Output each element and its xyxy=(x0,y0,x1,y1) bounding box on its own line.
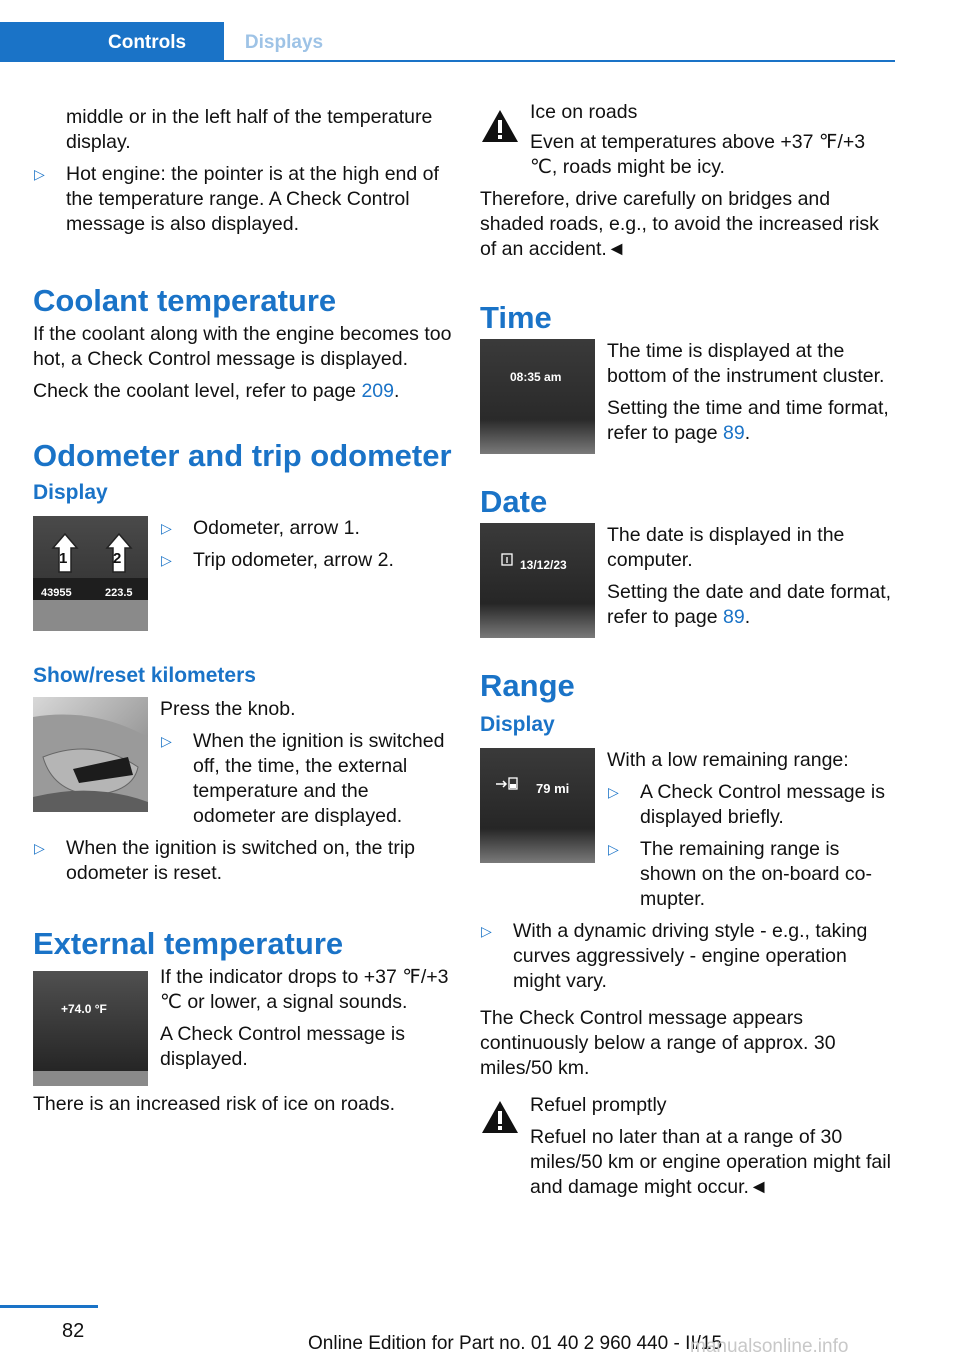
footer-rule xyxy=(0,1305,98,1308)
bullet-triangle-icon: ▷ xyxy=(161,520,172,536)
refuel-warning xyxy=(480,1093,896,1118)
external-temp-text-3: There is an increased risk of ice on roads. xyxy=(33,1093,396,1115)
odometer-block xyxy=(33,516,453,637)
list-item xyxy=(607,780,896,830)
range-bullet-1: A Check Control message is displayed briefly. xyxy=(640,781,885,828)
coolant-heading: Coolant temperature xyxy=(33,283,337,318)
external-temp-heading: External temperature xyxy=(33,926,344,961)
edition-text: Online Edition for Part no. 01 40 2 960 440 - II/15 xyxy=(308,1333,723,1354)
hot-engine-text: Hot engine: the pointer is at the high end of the temperature range. A Check Control message is also displayed. xyxy=(66,163,439,235)
external-temp-block xyxy=(33,965,453,1072)
bullet-triangle-icon: ▷ xyxy=(34,840,45,856)
range-block xyxy=(480,748,896,919)
odometer-arrow-label-1: 1 xyxy=(59,550,68,567)
coolant-text: If the coolant along with the engine becomes too hot, a Check Control message is displayed. xyxy=(33,323,452,370)
refuel-warning-title: Refuel promptly xyxy=(530,1094,667,1116)
time-ref-text: Setting the time and time format, refer to page xyxy=(607,397,889,444)
bullet-triangle-icon: ▷ xyxy=(34,166,45,182)
reset-bullet-2: When the ignition is switched on, the trip odometer is reset. xyxy=(66,837,416,884)
external-temp-text-2: A Check Control message is displayed. xyxy=(160,1023,405,1070)
list-item xyxy=(480,919,896,994)
range-text-2: The Check Control message appears continuously below a range of approx. 30 miles/50 km. xyxy=(480,1007,836,1079)
external-temp-figure xyxy=(33,971,148,1086)
range-display-subheading: Display xyxy=(480,713,555,736)
right-column xyxy=(480,100,896,1207)
left-column xyxy=(33,100,453,1124)
tab-controls[interactable]: Controls xyxy=(0,22,224,62)
external-temp-value: +74.0 °F xyxy=(61,1002,107,1016)
odometer-display-subheading: Display xyxy=(33,481,108,504)
coolant-ref-text: Check the coolant level, refer to page xyxy=(33,380,362,402)
time-heading: Time xyxy=(480,300,552,335)
list-item xyxy=(33,162,453,237)
tab-displays[interactable]: Displays xyxy=(244,32,324,53)
bullet-triangle-icon: ▷ xyxy=(608,841,619,857)
bullet-triangle-icon: ▷ xyxy=(161,552,172,568)
bullet-triangle-icon: ▷ xyxy=(161,733,172,749)
reset-text: Press the knob. xyxy=(160,698,296,720)
page-link-89[interactable]: 89 xyxy=(723,422,745,444)
time-block xyxy=(480,339,896,460)
time-figure xyxy=(480,339,595,454)
ice-warning-text-1 xyxy=(480,130,896,180)
date-block xyxy=(480,523,896,644)
coolant-ref-end: . xyxy=(394,380,400,402)
reset-block xyxy=(33,697,453,836)
range-heading: Range xyxy=(480,668,575,703)
list-item xyxy=(607,837,896,912)
date-figure xyxy=(480,523,595,638)
range-value: 79 mi xyxy=(536,781,570,796)
time-ref-end: . xyxy=(744,422,751,444)
page-number: 82 xyxy=(62,1320,85,1342)
date-value: 13/12/23 xyxy=(520,558,567,572)
date-ref-end: . xyxy=(744,606,751,628)
knob-figure xyxy=(33,697,148,812)
trip-odometer-value: 223.5 xyxy=(105,587,133,599)
list-item xyxy=(160,548,453,573)
refuel-warning-text: Refuel no later than at a range of 30 miles/50 km or engine operation might fail and damage might occur.◄ xyxy=(530,1126,891,1198)
bullet-triangle-icon: ▷ xyxy=(481,923,492,939)
list-item xyxy=(160,729,453,829)
intro-continuation: middle or in the left half of the temperature display. xyxy=(66,106,433,153)
range-figure xyxy=(480,748,595,863)
page-link-209[interactable]: 209 xyxy=(361,380,394,402)
odometer-value: 43955 xyxy=(41,587,72,599)
range-text-1: With a low remaining range: xyxy=(607,749,849,771)
range-bullet-2: The remaining range is shown on the on-board co-mupter. xyxy=(640,838,872,910)
time-value: 08:35 am xyxy=(510,370,562,384)
odometer-figure xyxy=(33,516,148,631)
date-text-1: The date is displayed in the computer. xyxy=(607,524,845,571)
bullet-triangle-icon: ▷ xyxy=(608,784,619,800)
date-ref-text: Setting the date and date format, refer to page xyxy=(607,581,892,628)
ice-warning xyxy=(480,100,896,125)
time-text-1: The time is displayed at the bottom of the instrument cluster. xyxy=(607,340,885,387)
coolant-ref xyxy=(33,379,453,404)
page-link-89[interactable]: 89 xyxy=(723,606,745,628)
range-bullet-3: With a dynamic driving style - e.g., taking curves aggressively - engine operation might vary. xyxy=(513,920,868,992)
ice-warning-title: Ice on roads xyxy=(530,101,638,123)
reset-subheading: Show/reset kilometers xyxy=(33,664,256,687)
odometer-bullet-1: Odometer, arrow 1. xyxy=(193,517,360,539)
list-item xyxy=(33,836,453,886)
date-heading: Date xyxy=(480,484,548,519)
list-item xyxy=(160,516,453,541)
watermark: manualsonline.info xyxy=(690,1336,849,1357)
odometer-heading: Odometer and trip odometer xyxy=(33,438,452,473)
external-temp-text-1: If the indicator drops to +37 ℉/+3 ℃ or lower, a signal sounds. xyxy=(160,966,449,1013)
warning-triangle-icon xyxy=(480,108,520,144)
ice-warning-text-2: Therefore, drive carefully on bridges and shaded roads, e.g., to avoid the increased risk of an accident.◄ xyxy=(480,188,879,260)
tab-bar xyxy=(0,22,895,62)
warning-triangle-icon xyxy=(480,1099,520,1135)
odometer-bullet-2: Trip odometer, arrow 2. xyxy=(193,549,394,571)
odometer-arrow-label-2: 2 xyxy=(113,550,122,567)
ice-warning-text-1-span: Even at temperatures above +37 ℉/+3 ℃, roads might be icy. xyxy=(530,131,866,178)
reset-bullet-1: When the ignition is switched off, the time, the external temperature and the odometer are displayed. xyxy=(193,730,445,827)
